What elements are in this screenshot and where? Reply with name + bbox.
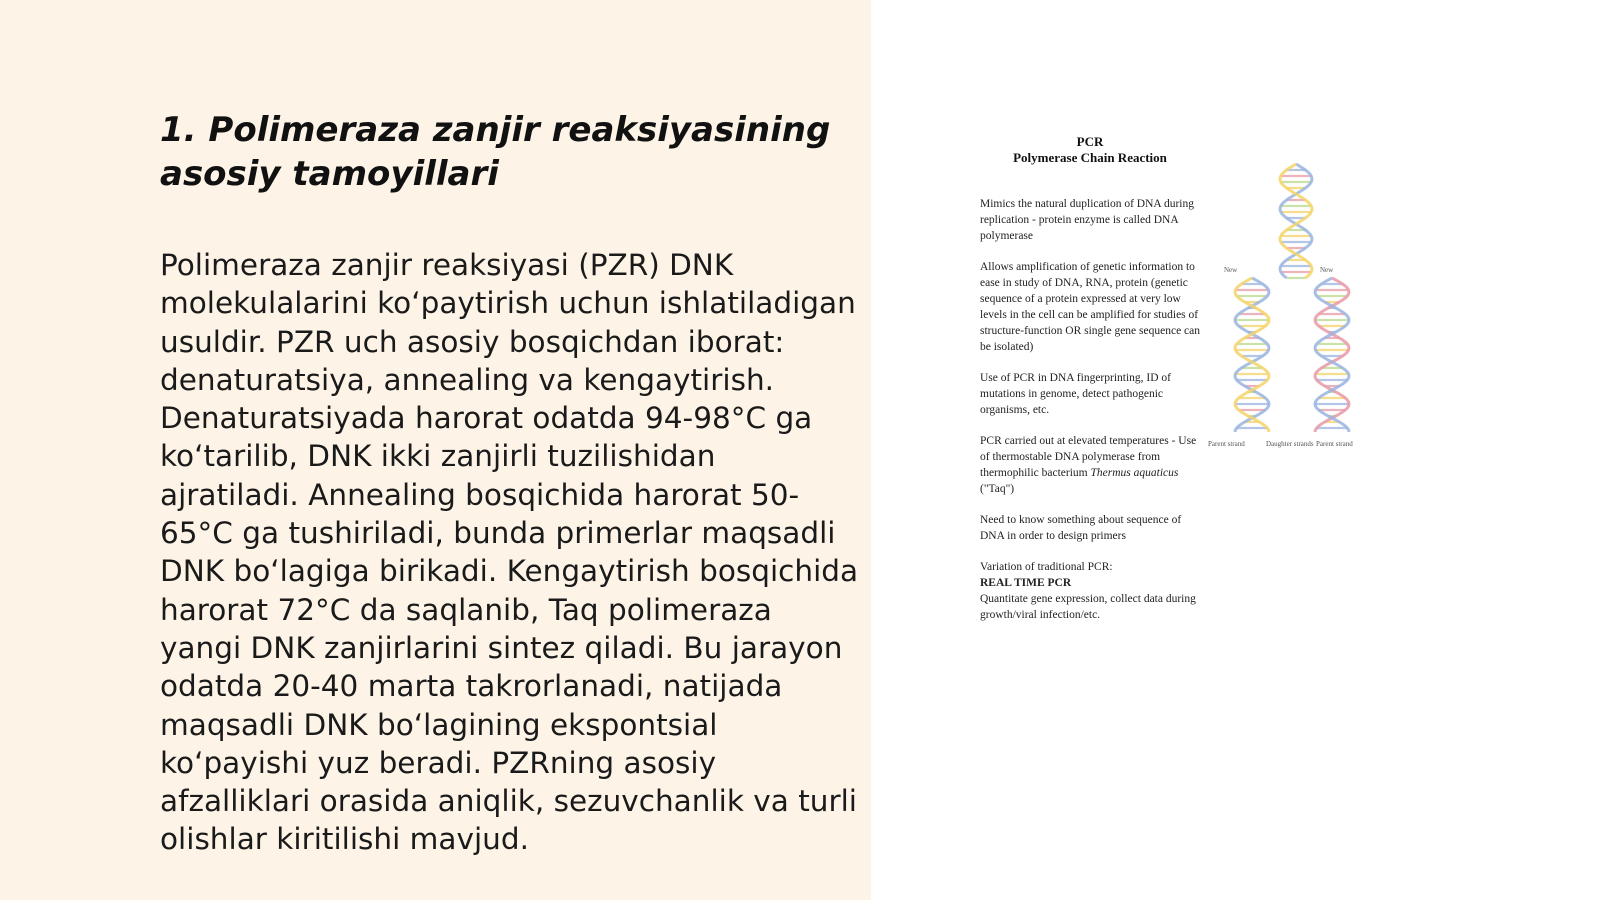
figure-note-mimics: Mimics the natural duplication of DNA during replication - protein enzyme is called DNA polymerase: [980, 198, 1194, 242]
realtime-pcr-label: REAL TIME PCR: [980, 577, 1072, 589]
dna-helix-illustration: [1208, 160, 1378, 470]
figure-note-uses: Use of PCR in DNA fingerprinting, ID of mutations in genome, detect pathogenic organisms, etc.: [980, 372, 1172, 416]
label-parent-left: Parent strand: [1208, 440, 1245, 448]
figure-note-amplification: Allows amplification of genetic information to ease in study of DNA, RNA, protein (genetic sequence of a protein expressed at very low levels in the cell can be amplified for studies of structure-function OR single gene sequence can be isolated): [980, 261, 1201, 353]
slide-title: 1. Polimeraza zanjir reaksiyasining asosiy tamoyillari: [160, 110, 831, 194]
dna-helix-svg: [1208, 160, 1378, 470]
slide-body-text: Polimeraza zanjir reaksiyasi (PZR) DNK molekulalarini koʻpaytirish uchun ishlatiladigan usuldir. PZR uch asosiy bosqichdan iborat: denaturatsiya, annealing va kengaytirish. Denaturatsiyada harorat odatda 94-98°C ga koʻtarilib, DNK ikki zanjirli tuzilishidan ajratiladi. Annealing bosqichida harorat 50-65°C ga tushiriladi, bunda primerlar maqsadli DNK boʻlagiga birikadi. Kengaytirish bosqichida harorat 72°C da saqlanib, Taq polimeraza yangi DNK zanjirlarini sintez qiladi. Bu jarayon odatda 20-40 marta takrorlanadi, natijada maqsadli DNK boʻlagining ekspontsial koʻpayishi yuz beradi. PZRning asosiy afzalliklari orasida aniqlik, sezuvchanlik va turli olishlar kiritilishi mavjud.: [160, 248, 859, 857]
label-new-left: New: [1224, 266, 1238, 274]
label-daughter: Daughter strands: [1266, 440, 1314, 448]
figure-title: [980, 134, 1200, 166]
figure-note-taq: PCR carried out at elevated temperatures - Use of thermostable DNA polymerase from thermophilic bacterium Thermus aquaticus ("Taq"): [980, 435, 1197, 495]
species-name: Thermus aquaticus: [1090, 467, 1179, 479]
figure-title-full: Polymerase Chain Reaction: [1013, 150, 1167, 165]
figure-notes: [980, 196, 1202, 638]
figure-note-realtime: Variation of traditional PCR: REAL TIME PCR Quantitate gene expression, collect data during growth/viral infection/etc.: [980, 561, 1196, 621]
figure-note-primers: Need to know something about sequence of DNA in order to design primers: [980, 514, 1182, 542]
label-new-right: New: [1320, 266, 1334, 274]
pcr-figure-image: [980, 130, 1380, 670]
figure-title-abbrev: PCR: [1076, 134, 1104, 149]
label-parent-right: Parent strand: [1316, 440, 1353, 448]
